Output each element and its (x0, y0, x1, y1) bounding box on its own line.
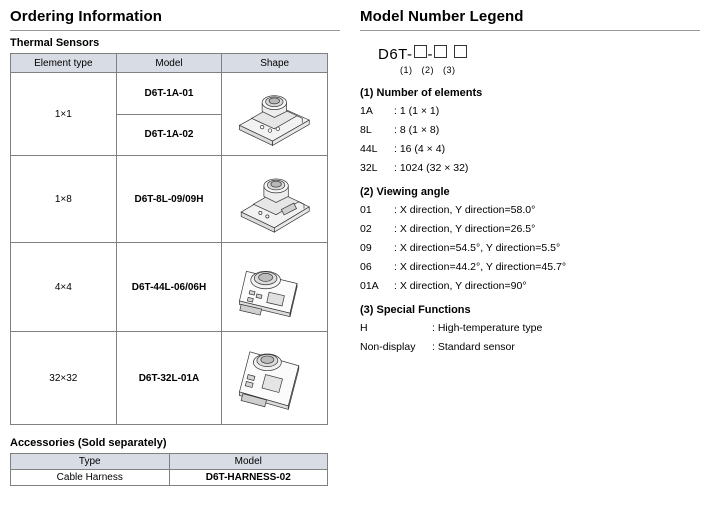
cell-accessory-type: Cable Harness (11, 470, 170, 486)
cell-model: D6T-32L-01A (116, 332, 222, 425)
thermal-sensors-table (10, 53, 328, 425)
legend-item-key: 09 (360, 242, 372, 254)
model-code-indices (400, 65, 700, 75)
legend-heading-special-functions: (3) Special Functions (360, 304, 471, 316)
legend-item-key: 06 (360, 261, 372, 273)
legend-item-key: 44L (360, 143, 378, 155)
cell-shape (222, 73, 328, 156)
cell-shape (222, 156, 328, 243)
legend-item (360, 223, 700, 235)
legend-item (360, 124, 700, 136)
legend-item-value: : X direction, Y direction=90° (394, 280, 527, 292)
legend-item-key: 1A (360, 105, 373, 117)
cell-model: D6T-44L-06/06H (116, 243, 222, 332)
legend-item (360, 341, 700, 353)
legend-item (360, 162, 700, 174)
legend-item (360, 280, 700, 292)
sensor-32x32-drawing (222, 334, 327, 422)
legend-item (360, 242, 700, 254)
code-index-2: (2) (421, 65, 434, 75)
legend-item-value: : 1 (1 × 1) (394, 105, 440, 117)
sensor-module-1x1-image (222, 75, 327, 153)
accessories-label: Accessories (Sold separately) (10, 437, 167, 449)
table-row (11, 243, 328, 332)
cell-accessory-model: D6T-HARNESS-02 (169, 470, 328, 486)
legend-item-value: : X direction=54.5°, Y direction=5.5° (394, 242, 561, 254)
cell-shape (222, 332, 328, 425)
column-header-type: Type (11, 454, 170, 470)
code-box-3 (454, 45, 467, 58)
legend-item-value: : Standard sensor (432, 341, 515, 353)
sensor-1x1-drawing (222, 75, 327, 153)
legend-item-value: : X direction, Y direction=58.0° (394, 204, 536, 216)
model-number-legend-title: Model Number Legend (360, 8, 700, 31)
accessories-table (10, 453, 328, 486)
column-header-shape: Shape (222, 54, 328, 73)
legend-item (360, 204, 700, 216)
table-row (11, 156, 328, 243)
legend-item-key: 32L (360, 162, 378, 174)
model-number-legend-column (360, 8, 700, 360)
cell-element-type: 4×4 (11, 243, 117, 332)
cell-model: D6T-8L-09/09H (116, 156, 222, 243)
cell-element-type: 1×8 (11, 156, 117, 243)
model-code-prefix: D6T- (378, 46, 413, 63)
thermal-sensors-label: Thermal Sensors (10, 37, 100, 49)
legend-heading-number-of-elements: (1) Number of elements (360, 87, 483, 99)
legend-item-value: : High-temperature type (432, 322, 543, 334)
cell-shape (222, 243, 328, 332)
ordering-information-column (10, 8, 340, 486)
legend-item (360, 322, 700, 334)
legend-heading-viewing-angle: (2) Viewing angle (360, 186, 450, 198)
legend-item-key: 02 (360, 223, 372, 235)
legend-item (360, 261, 700, 273)
legend-item-value: : 1024 (32 × 32) (394, 162, 469, 174)
legend-item-value: : 16 (4 × 4) (394, 143, 446, 155)
code-index-3: (3) (443, 65, 456, 75)
legend-item-key: H (360, 322, 368, 334)
cell-model: D6T-1A-01 (116, 73, 222, 115)
sensor-module-32x32-image (222, 334, 327, 422)
model-code-dash: - (427, 46, 434, 63)
legend-item-value: : 8 (1 × 8) (394, 124, 440, 136)
column-header-model: Model (116, 54, 222, 73)
legend-item-key: 8L (360, 124, 372, 136)
cell-model: D6T-1A-02 (116, 114, 222, 156)
legend-item-key: Non-display (360, 341, 416, 353)
legend-item (360, 105, 700, 117)
sensor-module-1x8-image (222, 158, 327, 240)
sensor-4x4-drawing (222, 245, 327, 329)
table-row (11, 73, 328, 115)
column-header-model: Model (169, 454, 328, 470)
table-row (11, 332, 328, 425)
table-header-row (11, 54, 328, 73)
model-code-diagram (378, 45, 700, 63)
ordering-information-title: Ordering Information (10, 8, 340, 31)
column-header-element-type: Element type (11, 54, 117, 73)
code-index-1: (1) (400, 65, 413, 75)
legend-item-value: : X direction=44.2°, Y direction=45.7° (394, 261, 567, 273)
cell-element-type: 32×32 (11, 332, 117, 425)
legend-item-value: : X direction, Y direction=26.5° (394, 223, 536, 235)
legend-item-key: 01 (360, 204, 372, 216)
legend-item (360, 143, 700, 155)
cell-element-type: 1×1 (11, 73, 117, 156)
code-box-1 (414, 45, 427, 58)
sensor-1x8-drawing (222, 158, 327, 240)
sensor-module-4x4-image (222, 245, 327, 329)
legend-item-key: 01A (360, 280, 379, 292)
table-row (11, 470, 328, 486)
code-box-2 (434, 45, 447, 58)
table-header-row (11, 454, 328, 470)
